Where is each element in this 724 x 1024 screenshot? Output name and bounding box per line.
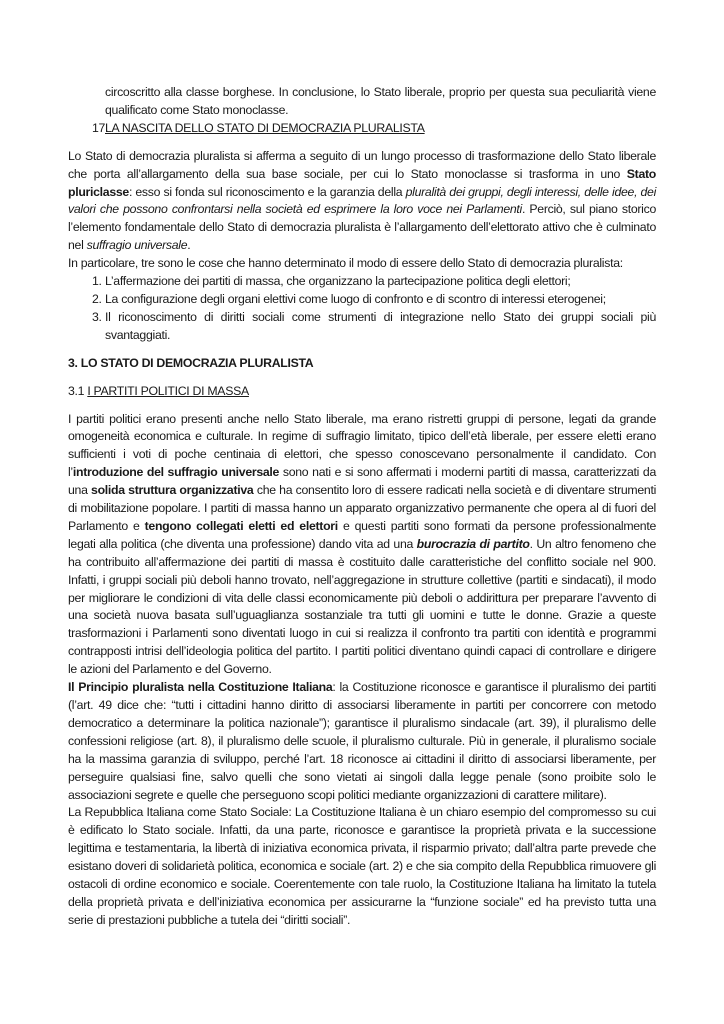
text-run: . Perciò, sul piano storico l’elemento fondamentale dello Stato di democrazia pluralista è l’allargamento dell’elettorato attivo che è culminato nel [68,202,656,253]
text-run: Lo Stato di democrazia pluralista si afferma a seguito di un lungo processo di trasformazione dello Stato liberale che porta all’allargamento della sua base sociale, per cui lo Stato monoclasse si trasforma in uno [68,148,656,181]
paragraph [68,679,656,804]
paragraph [68,84,656,120]
list-item [68,273,656,291]
bold-text: Il Principio pluralista nella Costituzione Italiana [68,680,333,695]
text-run: : la Costituzione riconosce e garantisce il pluralismo dei partiti (l’art. 49 dice che: “tutti i cittadini hanno diritto di associarsi liberamente in partiti per concorrere con metodo democratico a determinare la politica nazionale”); garantisce il pluralismo sindacale (art. 39), il pluralismo delle confessioni religiose (art. 8), il pluralismo delle scuole, il pluralismo culturale. Più in generale, il pluralismo sociale ha la massima garanzia di sviluppo, perché l’art. 18 riconosce ai cittadini il diritto di associarsi liberamente, per perseguire qualsiasi fine, salvo quelli che sono vietati ai singoli dalla legge penale (sono proibite solo le associazioni segrete e quelle che perseguono scopi politici mediante organizzazioni di carattere militare). [68,680,656,802]
italic-text: pluralità dei gruppi, degli interessi, delle idee, dei valori che possono confrontarsi nella società ed esprimere la loro voce nei Parlamenti [68,184,657,217]
text-run: 3.1 [68,383,88,398]
bold-text: 3. LO STATO DI DEMOCRAZIA PLURALISTA [68,355,314,370]
bold-text: burocrazia di partito [416,536,530,551]
paragraph [68,255,656,273]
paragraph [68,411,656,680]
list-number: 2. [92,291,102,306]
text-run: La configurazione degli organi elettivi come luogo di confronto e di scontro di interessi eterogenei; [105,291,606,306]
bold-text: Stato pluriclasse [68,166,656,199]
list-number: 17. [92,120,109,135]
text-run: La Repubblica Italiana come Stato Sociale: La Costituzione Italiana è un chiaro esempio del compromesso su cui è edificato lo Stato sociale. Infatti, da una parte, riconosce e garantisce la proprietà privata e la successione legittima e testamentaria, la libertà di iniziativa economica privata, il risparmio privato; dall’altra parte prevede che esistano doveri di solidarietà politica, economica e sociale (art. 2) e che sia compito della Repubblica rimuovere gli ostacoli di ordine economico e sociale. Coerentemente con tale ruolo, la Costituzione Italiana ha limitato la tutela della proprietà privata e dell’iniziativa economica per assicurarne la “funzione sociale” ed ha previsto tutta una serie di prestazioni pubbliche a tutela dei “diritti sociali”. [68,805,656,927]
list-number: 3. [92,309,102,324]
section-heading: I PARTITI POLITICI DI MASSA [87,383,249,398]
paragraph [68,383,656,401]
text-run: : esso si fonda sul riconoscimento e la garanzia della [128,184,406,199]
text-run: circoscritto alla classe borghese. In conclusione, lo Stato liberale, proprio per questa sua peculiarità viene qualificato come Stato monoclasse. [105,85,656,117]
bold-text: introduzione del suffragio universale [72,465,280,480]
text-run: sono nati e si sono affermati i moderni partiti di massa, caratterizzati da una [68,465,656,498]
list-item [68,291,656,309]
text-run: Il riconoscimento di diritti sociali come strumenti di integrazione nello Stato dei gruppi sociali più svantaggiati. [105,309,656,342]
italic-text: suffragio universale [86,238,188,253]
text-run: e questi partiti sono formati da persone professionalmente legati alla politica (che diventa una professione) dando vita ad una [68,518,657,551]
text-run: che ha consentito loro di essere radicati nella società e di diventare strumenti di mobilitazione popolare. I partiti di massa hanno un apparato organizzativo permanente che opera al di fuori del Parlamento e [68,483,657,533]
paragraph [68,804,656,929]
section-heading: LA NASCITA DELLO STATO DI DEMOCRAZIA PLURALISTA [105,120,425,135]
text-run: . [187,238,191,253]
paragraph [68,355,656,373]
list-number: 1. [92,274,102,289]
text-run: L’affermazione dei partiti di massa, che organizzano la partecipazione politica degli elettori; [105,274,571,289]
text-run: In particolare, tre sono le cose che hanno determinato il modo di essere dello Stato di democrazia pluralista: [68,256,623,271]
list-item [68,309,656,345]
document-page [68,84,656,930]
list-item [68,120,656,138]
bold-text: solida struttura organizzativa [91,483,254,498]
paragraph [68,148,656,255]
text-run: I partiti politici erano presenti anche nello Stato liberale, ma erano ristretti gruppi di persone, legati da grande omogeneità economica e culturale. In regime di suffragio limitato, tipico dell’età liberale, per essere eletti erano sufficienti i voti di poche centinaia di elettori, che spesso conoscevano personalmente il candidato. Con l’ [68,411,656,480]
text-run: . Un altro fenomeno che ha contribuito all’affermazione dei partiti di massa è costituito dalle caratteristiche del conflitto sociale nel 900. Infatti, i gruppi sociali più deboli hanno trovato, nell’aggregazione in strutture collettive (partiti e sindacati), il modo per migliorare le condizioni di vita delle classi economicamente più deboli o addirittura per preparare l’avvento di una società nuova basata sull’uguaglianza sostanziale tra tutti gli uomini e tutte le donne. Grazie a queste trasformazioni i Parlamenti sono diventati luogo in cui si realizza il confronto tra partiti con identità e programmi contrapposti intrisi dell’ideologia politica del partito. I partiti politici diventano quindi capaci di controllare e dirigere le azioni del Parlamento e del Governo. [68,536,656,677]
bold-text: tengono collegati eletti ed elettori [144,518,338,533]
